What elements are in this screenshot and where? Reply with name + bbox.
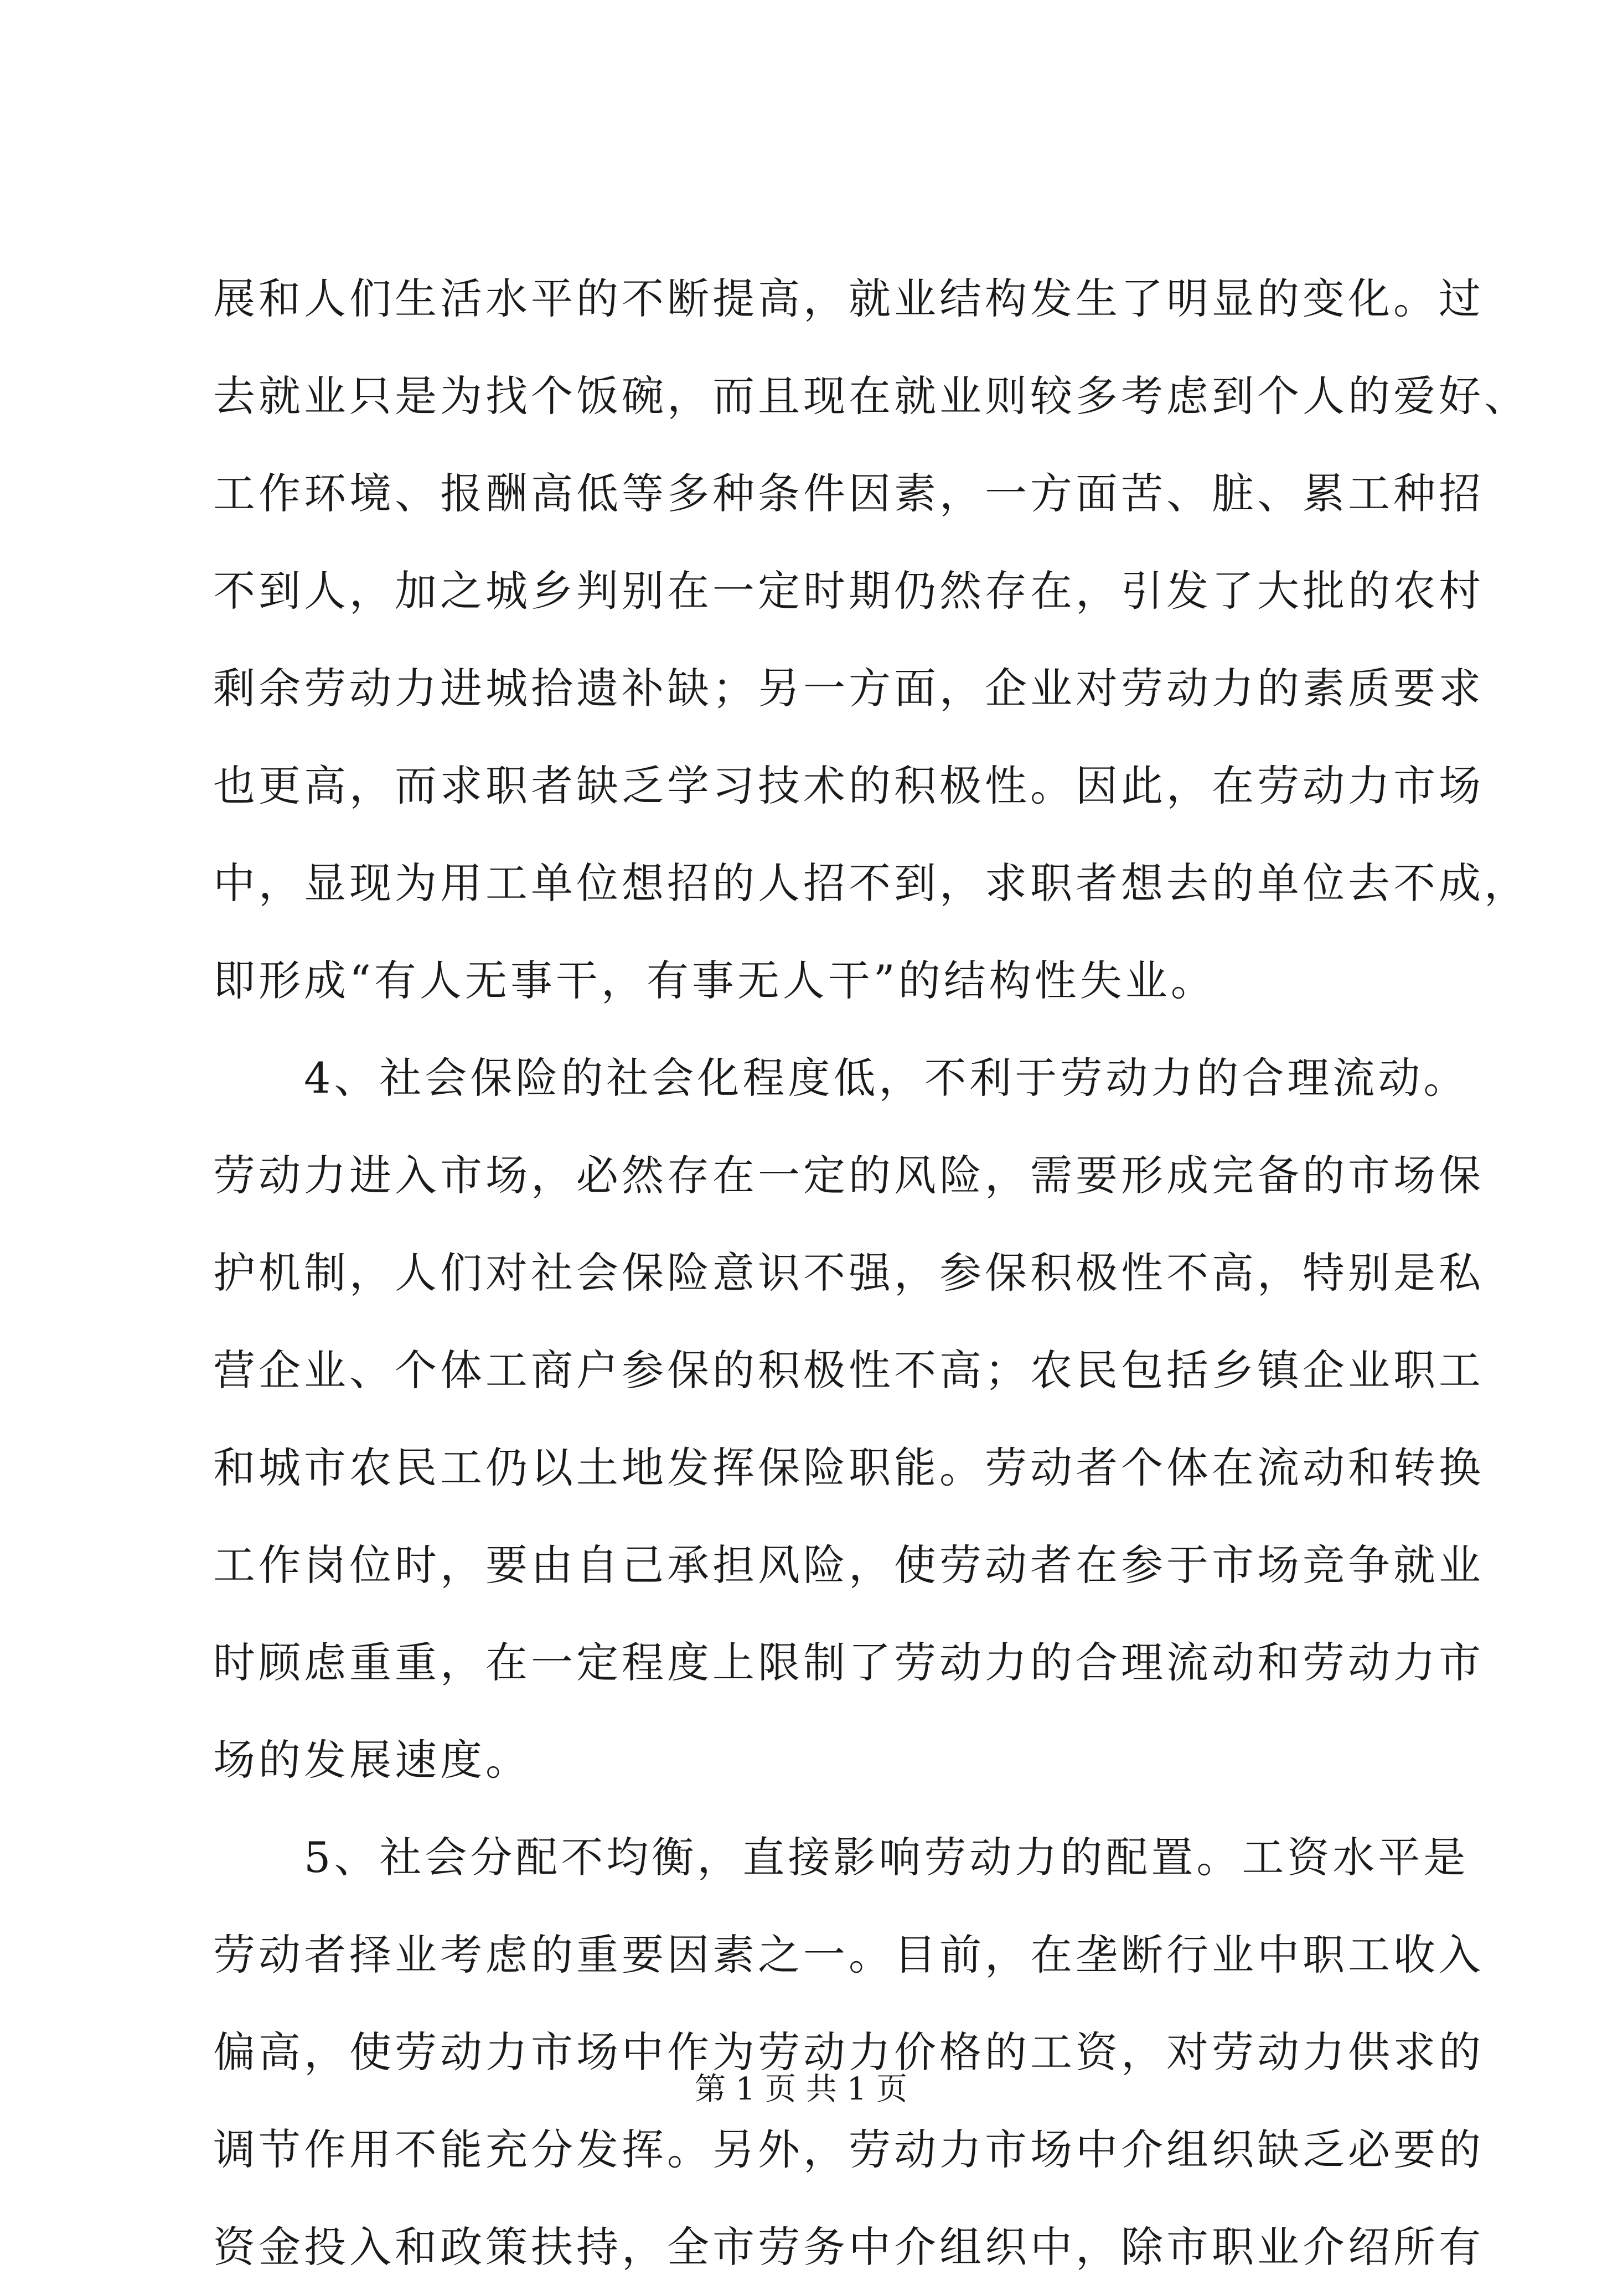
text-line: 劳动力进入市场，必然存在一定的风险，需要形成完备的市场保: [213, 1151, 1484, 1200]
text-line: 和城市农民工仍以土地发挥保险职能。劳动者个体在流动和转换: [213, 1443, 1484, 1492]
paragraph-start-line: 4、社会保险的社会化程度低，不利于劳动力的合理流动。: [213, 1053, 1469, 1103]
document-body: [213, 250, 1529, 2296]
text-line: 不到人，加之城乡判别在一定时期仍然存在，引发了大批的农村: [213, 566, 1484, 616]
text-line: 即形成“有人无事干，有事无人干”的结构性失业。: [213, 956, 1216, 1005]
text-line: 展和人们生活水平的不断提高，就业结构发生了明显的变化。过: [213, 274, 1484, 323]
text-line: 资金投入和政策扶持，全市劳务中介组织中，除市职业介绍所有: [213, 2222, 1484, 2272]
text-line: 剩余劳动力进城拾遗补缺；另一方面，企业对劳动力的素质要求: [213, 664, 1484, 713]
text-line: 调节作用不能充分发挥。另外，劳动力市场中介组织缺乏必要的: [213, 2125, 1484, 2174]
text-line: 时顾虑重重，在一定程度上限制了劳动力的合理流动和劳动力市: [213, 1638, 1484, 1687]
text-line: 护机制，人们对社会保险意识不强，参保积极性不高，特别是私: [213, 1248, 1484, 1297]
text-line: 营企业、个体工商户参保的积极性不高；农民包括乡镇企业职工: [213, 1346, 1484, 1395]
paragraph-start-line: 5、社会分配不均衡，直接影响劳动力的配置。工资水平是: [213, 1833, 1469, 1882]
text-line: 偏高，使劳动力市场中作为劳动力价格的工资，对劳动力供求的: [213, 2028, 1484, 2077]
text-line: 工作岗位时，要由自己承担风险，使劳动者在参于市场竞争就业: [213, 1540, 1484, 1590]
text-line: 中，显现为用工单位想招的人招不到，求职者想去的单位去不成，: [213, 859, 1529, 908]
text-line: 场的发展速度。: [213, 1735, 531, 1785]
text-line: 也更高，而求职者缺乏学习技术的积极性。因此，在劳动力市场: [213, 761, 1484, 810]
text-line: 去就业只是为找个饭碗，而且现在就业则较多考虑到个人的爱好、: [213, 371, 1529, 421]
text-line: 工作环境、报酬高低等多种条件因素，一方面苦、脏、累工种招: [213, 469, 1484, 518]
text-line: 劳动者择业考虑的重要因素之一。目前，在垄断行业中职工收入: [213, 1930, 1484, 1979]
page-footer: 第 1 页 共 1 页: [694, 2071, 908, 2107]
